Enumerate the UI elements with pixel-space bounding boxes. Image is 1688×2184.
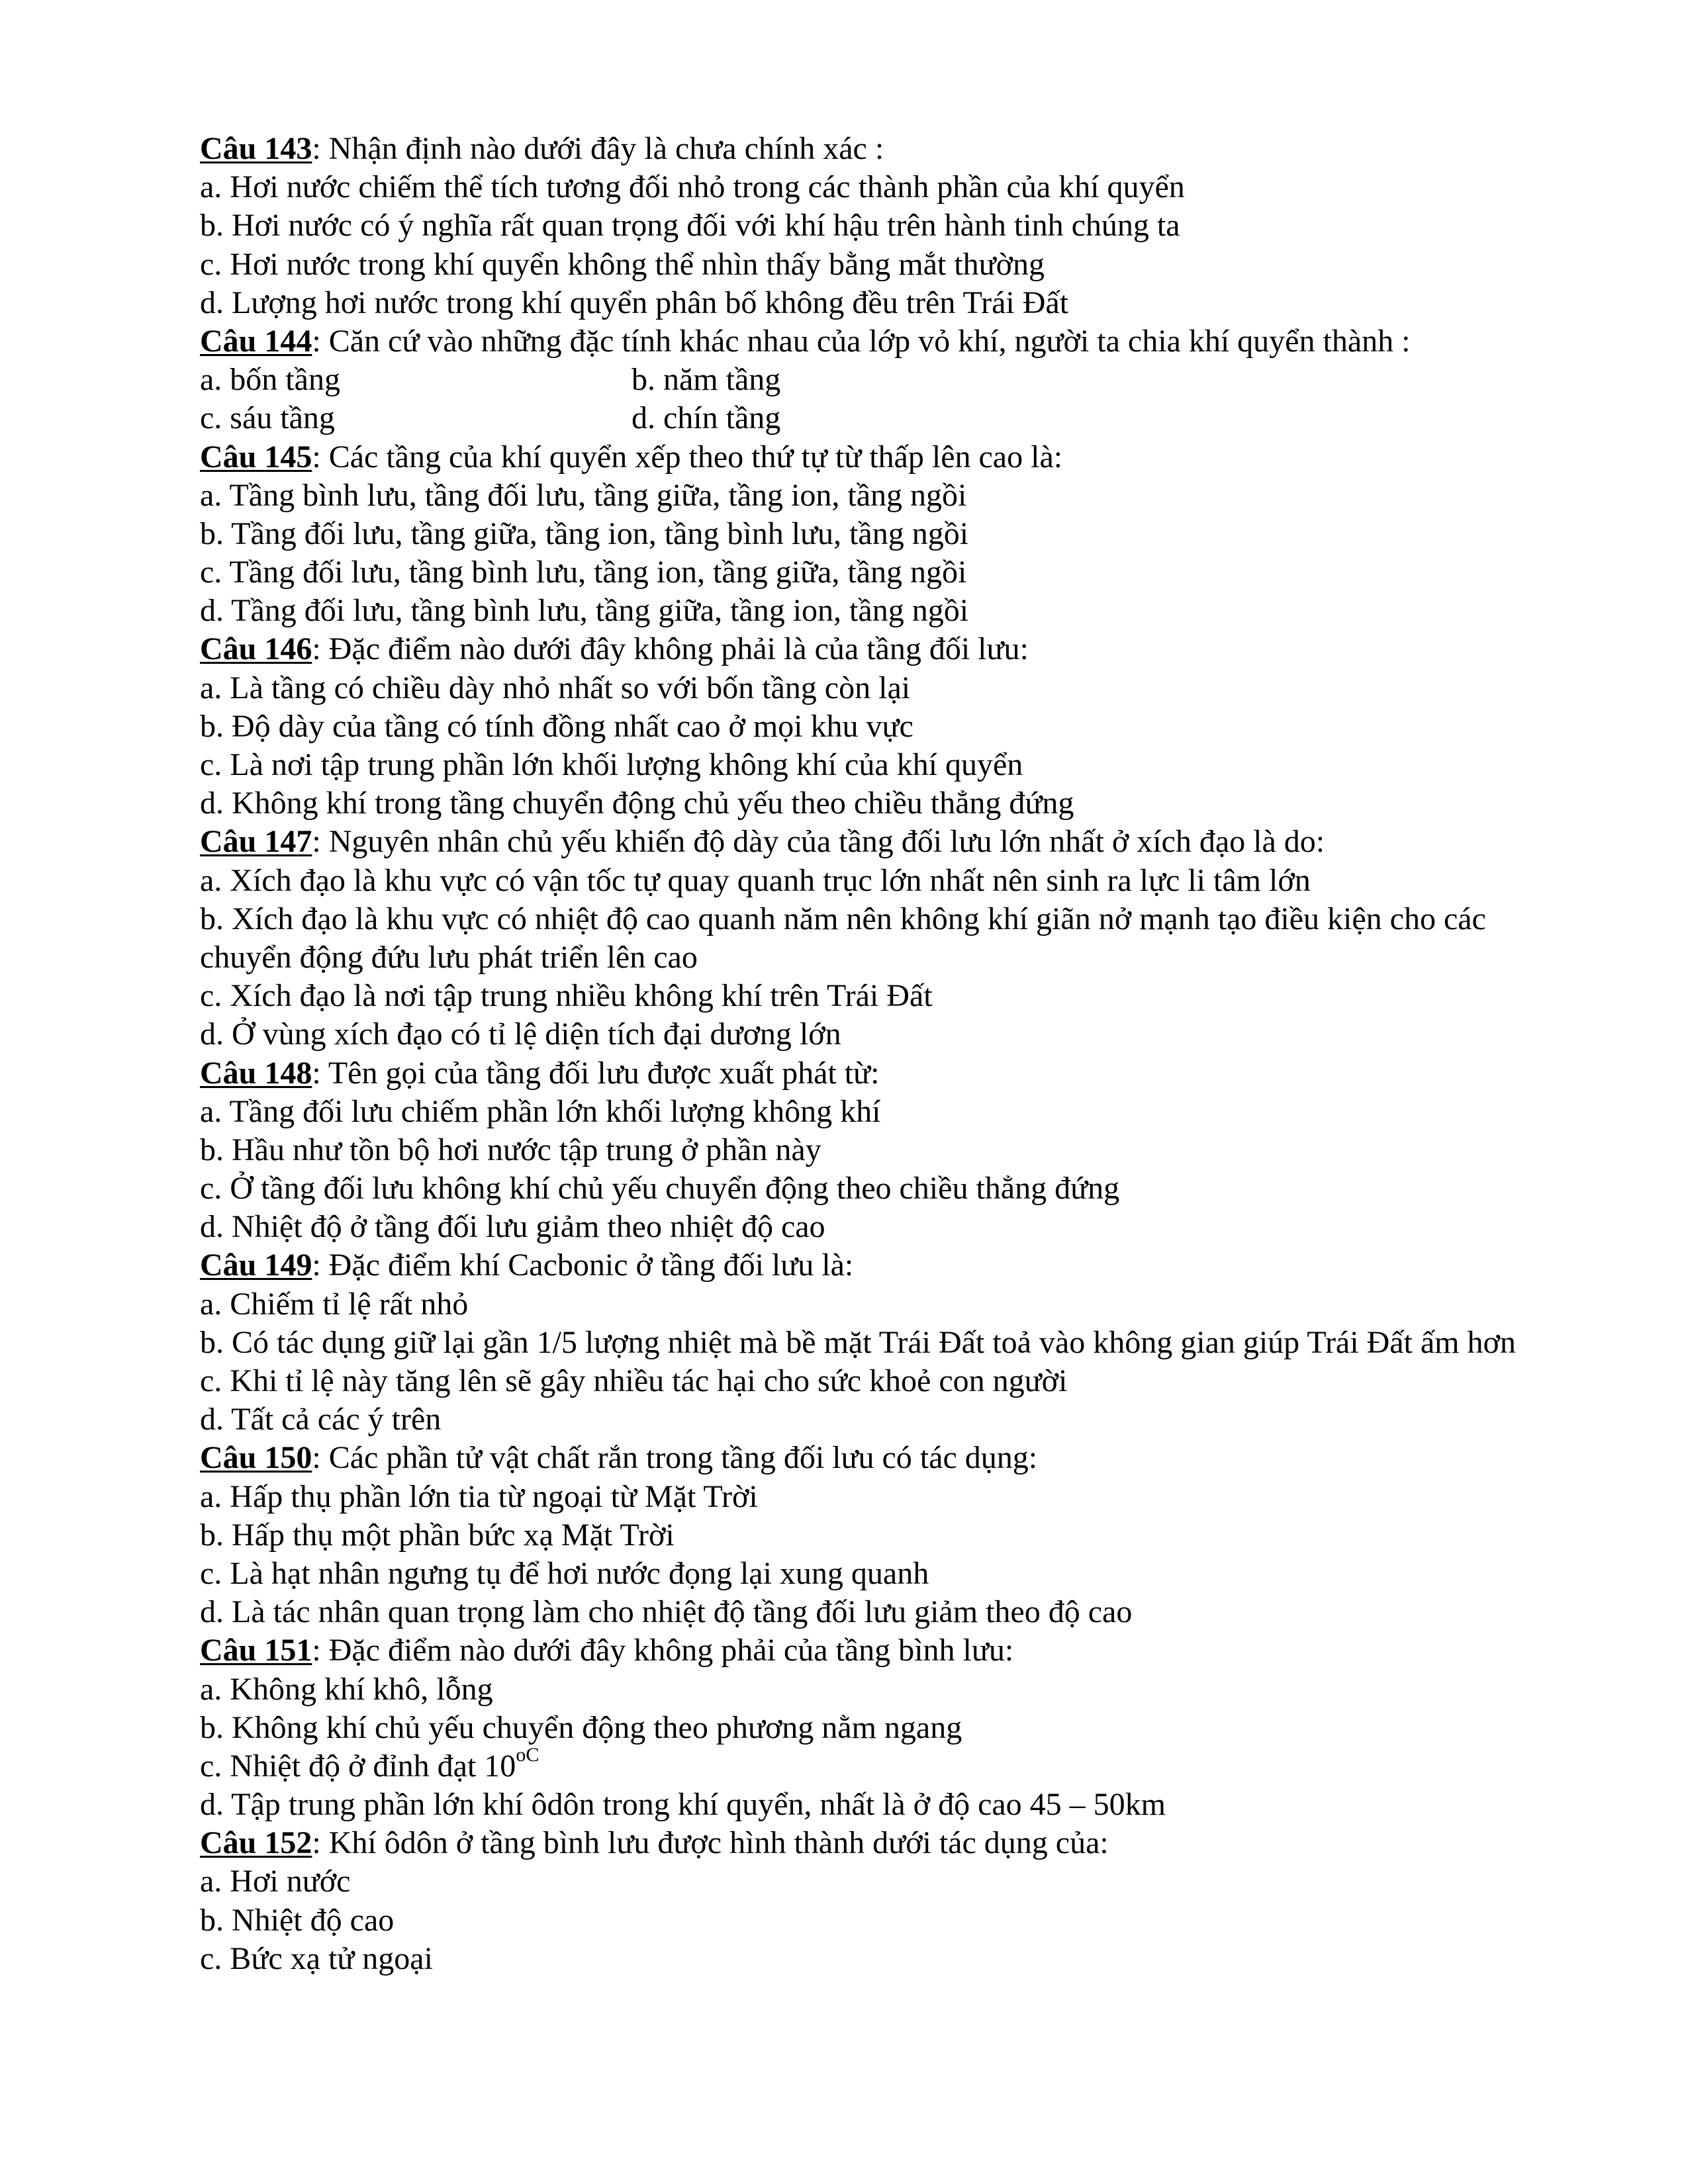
option-b: b. Hơi nước có ý nghĩa rất quan trọng đối với khí hậu trên hành tinh chúng ta <box>200 208 1180 244</box>
question-149 <box>200 1246 1550 1285</box>
question-147 <box>200 823 1550 861</box>
option-row <box>200 361 1550 399</box>
option-a: a. bốn tầng <box>200 362 340 398</box>
option-d: d. Không khí trong tầng chuyển động chủ yếu theo chiều thẳng đứng <box>200 786 1074 821</box>
option-d: d. Là tác nhân quan trọng làm cho nhiệt độ tầng đối lưu giảm theo độ cao <box>200 1594 1133 1630</box>
question-text: : Căn cứ vào những đặc tính khác nhau của lớp vỏ khí, người ta chia khí quyển thành : <box>312 323 1411 359</box>
question-text: : Đặc điểm khí Cacbonic ở tầng đối lưu là: <box>312 1248 854 1283</box>
option-c: c. Ở tầng đối lưu không khí chủ yếu chuyển động theo chiều thẳng đứng <box>200 1171 1120 1206</box>
question-text: : Các tầng của khí quyển xếp theo thứ tự từ thấp lên cao là: <box>312 439 1063 475</box>
option-c <box>200 1743 1550 1786</box>
option-b: b. Nhiệt độ cao <box>200 1902 395 1938</box>
option-c: c. Khi tỉ lệ này tăng lên sẽ gây nhiều tác hại cho sức khoẻ con người <box>200 1363 1068 1399</box>
option-b: b. Xích đạo là khu vực có nhiệt độ cao quanh năm nên không khí giãn nở mạnh tạo điều kiện cho các chuyển động đứu lưu phát triển lên cao <box>200 901 1486 975</box>
option-b: b. năm tầng <box>632 362 781 398</box>
question-text: : Nhận định nào dưới đây là chưa chính xác : <box>312 131 884 166</box>
question-number: Câu 150 <box>200 1440 312 1476</box>
question-text: : Đặc điểm nào dưới đây không phải là của tầng đối lưu: <box>312 631 1029 667</box>
question-number: Câu 144 <box>200 323 312 359</box>
question-146 <box>200 630 1550 668</box>
option-c: c. sáu tầng <box>200 400 335 436</box>
option-d: d. Ở vùng xích đạo có tỉ lệ diện tích đại dương lớn <box>200 1017 841 1052</box>
option-d: d. Tất cả các ý trên <box>200 1402 442 1437</box>
question-152 <box>200 1824 1550 1862</box>
document-page <box>200 130 1550 1978</box>
option-b: b. Hầu như tồn bộ hơi nước tập trung ở phần này <box>200 1132 821 1167</box>
option-d: d. chín tầng <box>632 400 781 436</box>
option-d: d. Tầng đối lưu, tầng bình lưu, tầng giữa, tầng ion, tầng ngồi <box>200 593 969 629</box>
question-number: Câu 147 <box>200 824 312 860</box>
question-144 <box>200 322 1550 361</box>
option-a: a. Hấp thụ phần lớn tia từ ngoại từ Mặt Trời <box>200 1479 758 1514</box>
question-number: Câu 143 <box>200 131 312 166</box>
option-b: b. Tầng đối lưu, tầng giữa, tầng ion, tầng bình lưu, tầng ngồi <box>200 516 969 551</box>
option-c: c. Là hạt nhân ngưng tụ để hơi nước đọng lại xung quanh <box>200 1555 929 1591</box>
option-b: b. Độ dày của tầng có tính đồng nhất cao ở mọi khu vực <box>200 708 914 744</box>
option-b: b. Hấp thụ một phần bức xạ Mặt Trời <box>200 1517 675 1553</box>
question-text: : Nguyên nhân chủ yếu khiến độ dày của tầng đối lưu lớn nhất ở xích đạo là do: <box>312 824 1325 860</box>
question-150 <box>200 1439 1550 1477</box>
question-number: Câu 152 <box>200 1825 312 1861</box>
option-c: c. Bức xạ tử ngoại <box>200 1940 433 1976</box>
question-151 <box>200 1631 1550 1670</box>
option-a: a. Hơi nước <box>200 1864 351 1899</box>
option-a: a. Xích đạo là khu vực có vận tốc tự quay quanh trục lớn nhất nên sinh ra lực li tâm lớn <box>200 862 1311 898</box>
question-text: : Đặc điểm nào dưới đây không phải của tầng bình lưu: <box>312 1633 1014 1668</box>
option-b: b. Không khí chủ yếu chuyển động theo phương nằm ngang <box>200 1709 962 1745</box>
option-c: c. Tầng đối lưu, tầng bình lưu, tầng ion, tầng giữa, tầng ngồi <box>200 555 967 590</box>
question-number: Câu 145 <box>200 439 312 475</box>
question-text: : Tên gọi của tầng đối lưu được xuất phát từ: <box>312 1055 880 1091</box>
option-d: d. Tập trung phần lớn khí ôdôn trong khí quyển, nhất là ở độ cao 45 – 50km <box>200 1787 1166 1823</box>
option-b: b. Có tác dụng giữ lại gần 1/5 lượng nhiệt mà bề mặt Trái Đất toả vào không gian giúp Trái Đất ấm hơn <box>200 1324 1516 1360</box>
option-c: c. Là nơi tập trung phần lớn khối lượng không khí của khí quyển <box>200 747 1023 782</box>
option-a: a. Hơi nước chiếm thể tích tương đối nhỏ trong các thành phần của khí quyển <box>200 169 1185 205</box>
question-number: Câu 148 <box>200 1055 312 1091</box>
option-a: a. Tầng đối lưu chiếm phần lớn khối lượng không khí <box>200 1093 881 1129</box>
question-145 <box>200 438 1550 477</box>
option-d: d. Lượng hơi nước trong khí quyển phân bố không đều trên Trái Đất <box>200 285 1069 320</box>
option-a: a. Tầng bình lưu, tầng đối lưu, tầng giữa, tầng ion, tầng ngồi <box>200 477 967 513</box>
option-a: a. Chiếm tỉ lệ rất nhỏ <box>200 1286 469 1322</box>
option-c: c. Hơi nước trong khí quyển không thể nhìn thấy bằng mắt thường <box>200 246 1045 282</box>
question-number: Câu 149 <box>200 1248 312 1283</box>
option-c: c. Xích đạo là nơi tập trung nhiều không khí trên Trái Đất <box>200 978 933 1014</box>
question-143 <box>200 130 1550 168</box>
option-a: a. Là tầng có chiều dày nhỏ nhất so với bốn tầng còn lại <box>200 670 911 705</box>
question-148 <box>200 1054 1550 1093</box>
question-number: Câu 151 <box>200 1633 312 1668</box>
option-a: a. Không khí khô, lỗng <box>200 1671 493 1707</box>
degree-celsius-superscript: oC <box>516 1743 539 1766</box>
question-text: : Khí ôdôn ở tầng bình lưu được hình thành dưới tác dụng của: <box>312 1825 1109 1861</box>
option-c-text: c. Nhiệt độ ở đỉnh đạt 10 <box>200 1748 516 1784</box>
question-number: Câu 146 <box>200 631 312 667</box>
question-text: : Các phần tử vật chất rắn trong tầng đối lưu có tác dụng: <box>312 1440 1038 1476</box>
option-row <box>200 399 1550 437</box>
option-d: d. Nhiệt độ ở tầng đối lưu giảm theo nhiệt độ cao <box>200 1209 825 1245</box>
